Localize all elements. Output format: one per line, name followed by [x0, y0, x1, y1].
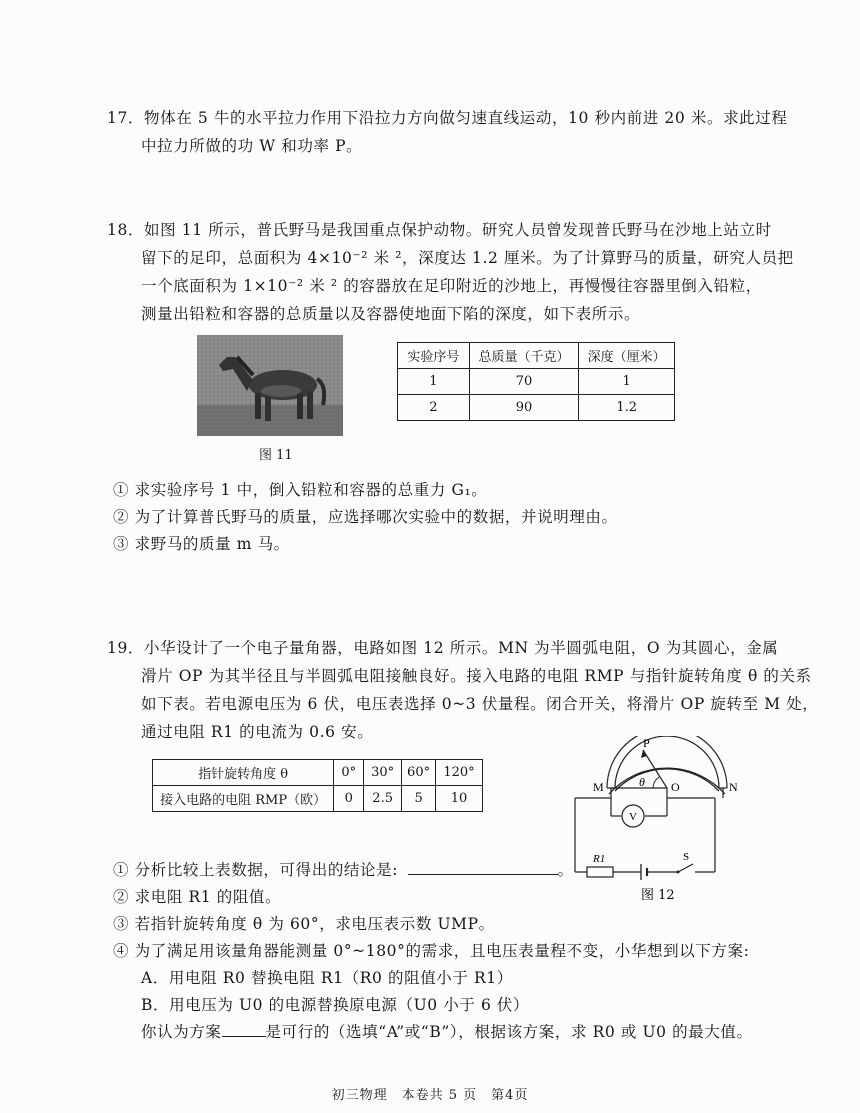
q18-sub2: ② 为了计算普氏野马的质量，应选择哪次实验中的数据，并说明理由。 — [113, 508, 618, 526]
horse-photo — [197, 335, 343, 436]
label-p: P — [643, 736, 650, 750]
circuit-diagram — [555, 736, 755, 906]
q18-data-table — [397, 342, 675, 421]
table-cell: 120° — [436, 760, 483, 786]
q19-line4: 通过电阻 R1 的电流为 0.6 安。 — [141, 723, 374, 741]
table-cell: 1.2 — [579, 395, 675, 421]
table-cell: 5 — [402, 786, 436, 812]
table-cell: 30° — [364, 760, 402, 786]
q19-sub2: ② 求电阻 R1 的阻值。 — [113, 888, 282, 906]
q19-last-b: 是可行的（选填“A”或“B”），根据该方案，求 R0 或 U0 的最大值。 — [265, 1023, 753, 1041]
q18-line3: 一个底面积为 1×10⁻² 米 ² 的容器放在足印附近的沙地上，再慢慢往容器里倒入铅粒， — [141, 277, 762, 295]
q18-line2: 留下的足印，总面积为 4×10⁻² 米 ²，深度达 1.2 厘米。为了计算野马的质量，研究人员把 — [141, 249, 794, 267]
q18-sub1: ① 求实验序号 1 中，倒入铅粒和容器的总重力 G₁。 — [113, 481, 488, 499]
table-header-row — [398, 343, 675, 369]
table-cell: 1 — [579, 369, 675, 395]
q17-line2: 中拉力所做的功 W 和功率 P。 — [141, 137, 363, 155]
table-cell: 0 — [334, 786, 364, 812]
q18-line1: 18．如图 11 所示，普氏野马是我国重点保护动物。研究人员曾发现普氏野马在沙地上站立时 — [107, 221, 772, 239]
q19-line2: 滑片 OP 为其半径且与半圆弧电阻接触良好。接入电路的电阻 RMP 与指针旋转角度 θ 的关系 — [141, 667, 812, 685]
q19-line1: 19．小华设计了一个电子量角器，电路如图 12 所示。MN 为半圆弧电阻，O 为其圆心，金属 — [107, 639, 779, 657]
q18-line4: 测量出铅粒和容器的总质量以及容器使地面下陷的深度，如下表所示。 — [141, 305, 641, 323]
table-row-label: 接入电路的电阻 RMP（欧） — [153, 786, 334, 812]
q19-angle-resistance-table — [152, 759, 483, 812]
label-s: S — [683, 851, 690, 863]
table-header-cell: 深度（厘米） — [579, 343, 675, 369]
q19-last-line — [141, 1020, 753, 1042]
label-theta: θ — [639, 775, 645, 789]
label-o: O — [671, 780, 680, 794]
table-header-cell: 总质量（千克） — [469, 343, 579, 369]
table-row — [398, 369, 675, 395]
switch-icon — [678, 864, 693, 872]
label-r1: R1 — [593, 853, 606, 865]
table-cell: 10 — [436, 786, 483, 812]
table-row — [153, 786, 483, 812]
label-n: N — [729, 780, 738, 794]
q19-option-a: A．用电阻 R0 替换电阻 R1（R0 的阻值小于 R1） — [141, 969, 513, 987]
figure-12-caption: 图 12 — [641, 888, 675, 903]
table-row — [398, 395, 675, 421]
table-cell: 2 — [398, 395, 470, 421]
label-m: M — [593, 780, 604, 794]
q19-sub3: ③ 若指针旋转角度 θ 为 60°，求电压表示数 UMP。 — [113, 915, 495, 933]
figure-11-caption: 图 11 — [259, 448, 293, 463]
answer-blank-1[interactable] — [408, 874, 558, 875]
resistor-r1-icon — [587, 867, 613, 877]
table-cell: 70 — [469, 369, 579, 395]
table-row — [153, 760, 483, 786]
q19-sub1-text: ① 分析比较上表数据，可得出的结论是: — [113, 861, 399, 879]
table-header-cell: 实验序号 — [398, 343, 470, 369]
q19-sub4: ④ 为了满足用该量角器能测量 0°~180°的需求，且电压表量程不变，小华想到以下方案: — [113, 942, 750, 960]
table-cell: 1 — [398, 369, 470, 395]
q19-last-a: 你认为方案 — [141, 1023, 222, 1041]
q19-sub1 — [113, 858, 574, 880]
q19-line3: 如下表。若电源电压为 6 伏，电压表选择 0~3 伏量程。闭合开关，将滑片 OP 旋转至 M 处， — [141, 695, 819, 713]
q18-sub3: ③ 求野马的质量 m 马。 — [113, 535, 290, 553]
table-cell: 90 — [469, 395, 579, 421]
answer-blank-2[interactable] — [222, 1036, 266, 1037]
label-v: V — [629, 811, 637, 823]
q17-line1: 17．物体在 5 牛的水平拉力作用下沿拉力方向做匀速直线运动，10 秒内前进 20 米。求此过程 — [107, 109, 788, 127]
q19-option-b: B．用电压为 U0 的电源替换原电源（U0 小于 6 伏） — [141, 996, 530, 1014]
page-footer: 初三物理 本卷共 5 页 第4页 — [331, 1088, 529, 1103]
q19-sub1-end: 。 — [557, 861, 574, 879]
table-row-label: 指针旋转角度 θ — [153, 760, 334, 786]
table-cell: 60° — [402, 760, 436, 786]
table-cell: 2.5 — [364, 786, 402, 812]
table-cell: 0° — [334, 760, 364, 786]
